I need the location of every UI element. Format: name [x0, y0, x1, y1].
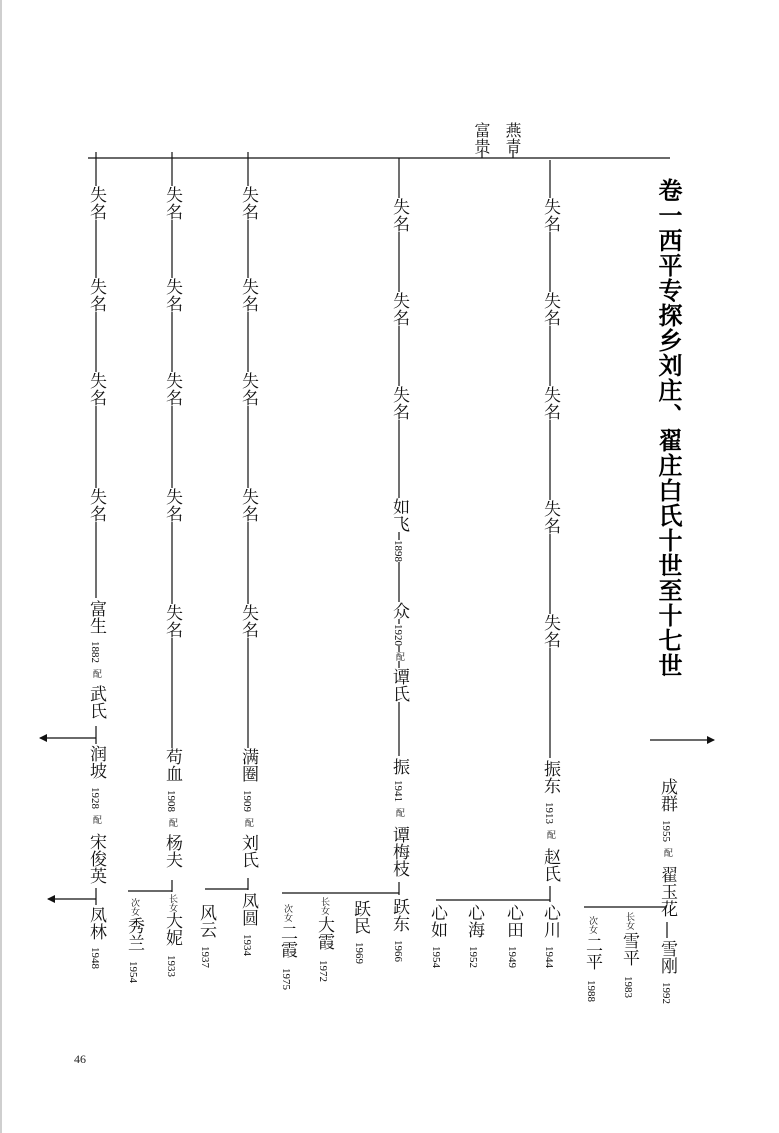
lost-name-label: 失名 [238, 278, 258, 312]
person-name: 跃东 [389, 898, 409, 932]
lost-name-label: 失名 [540, 386, 560, 420]
person-name: 如飞 [389, 498, 409, 532]
birth-year: 1933 [165, 955, 177, 977]
lost-name-label: 失名 [86, 488, 106, 522]
name-yanqing: 燕青 [503, 122, 522, 154]
child-rank-tag: 次女 [129, 898, 139, 916]
spouse-name: 杨夫 [162, 834, 182, 868]
birth-year: 1955 [660, 820, 672, 842]
spouse-name: 宋俊英 [86, 833, 106, 884]
lost-name-label: 失名 [162, 186, 182, 220]
lost-name-label: 失名 [540, 500, 560, 534]
person-name: 二霞 [277, 924, 297, 958]
birth-year: 1934 [241, 934, 253, 956]
spouse-marker: 配 [91, 815, 101, 824]
child-rank-tag: 长女 [319, 897, 329, 915]
lost-name-label: 失名 [389, 292, 409, 326]
birth-year: 1988 [585, 980, 597, 1002]
birth-year: 1975 [280, 968, 292, 990]
child-rank-tag: 长女 [167, 894, 177, 912]
lost-name-label: 失名 [540, 292, 560, 326]
person-name: 凤圆 [238, 892, 258, 926]
person-name: 心海 [464, 904, 484, 938]
spouse-name: 刘氏 [238, 834, 258, 868]
lost-name-label: 失名 [389, 386, 409, 420]
spouse-name: 翟玉花 [657, 866, 677, 917]
birth-year: 1920 [392, 624, 404, 646]
name-fugui: 富贵 [472, 122, 491, 154]
person-name: 满圈 [238, 748, 258, 782]
birth-year: 1882 [89, 641, 101, 663]
person-name: 大妮 [162, 912, 182, 946]
birth-year: 1992 [660, 982, 672, 1004]
lost-name-label: 失名 [162, 278, 182, 312]
person-name: 心川 [540, 904, 560, 938]
spouse-marker: 配 [91, 669, 101, 678]
child-rank-tag: 次女 [587, 916, 597, 934]
birth-year: 1928 [89, 787, 101, 809]
lost-name-label: 失名 [162, 372, 182, 406]
person-name: 富生 [86, 600, 106, 634]
lost-name-label: 失名 [540, 198, 560, 232]
person-name: 大霞 [314, 916, 334, 950]
birth-year: 1937 [199, 946, 211, 968]
person-name: 跃民 [350, 900, 370, 934]
lost-name-label: 失名 [86, 186, 106, 220]
spouse-marker: 配 [662, 848, 672, 857]
person-name: 众 [389, 602, 409, 619]
birth-year: 1948 [89, 947, 101, 969]
spouse-marker: 配 [394, 652, 404, 661]
birth-year: 1969 [353, 942, 365, 964]
lost-name-label: 失名 [238, 488, 258, 522]
spouse-marker: 配 [545, 830, 555, 839]
spouse-name: 赵氏 [540, 848, 560, 882]
birth-year: 1966 [392, 940, 404, 962]
person-name: 风云 [196, 904, 216, 938]
person-name: 心如 [427, 904, 447, 938]
spouse-name: 谭梅枝 [389, 826, 409, 877]
birth-year: 1898 [392, 540, 404, 562]
lost-name-label: 失名 [86, 372, 106, 406]
lost-name-label: 失名 [540, 614, 560, 648]
spouse-marker: 配 [243, 818, 253, 827]
person-name: 雪平 [619, 932, 639, 966]
birth-year: 1983 [622, 976, 634, 998]
birth-year: 1908 [165, 790, 177, 812]
spouse-marker: 配 [394, 808, 404, 817]
person-name: 心田 [503, 904, 523, 938]
page-title: 卷一西平专探乡刘庄、翟庄白氏十世至十七世 [654, 178, 682, 678]
birth-year: 1944 [543, 946, 555, 968]
person-name: 润坡 [86, 745, 106, 779]
birth-year: 1972 [317, 960, 329, 982]
birth-year: 1913 [543, 802, 555, 824]
birth-year: 1949 [506, 946, 518, 968]
lost-name-label: 失名 [238, 186, 258, 220]
birth-year: 1909 [241, 790, 253, 812]
person-name: 成群 [657, 778, 677, 812]
lost-name-label: 失名 [162, 604, 182, 638]
person-name: 秀兰 [124, 917, 144, 951]
child-rank-tag: 长女 [624, 912, 634, 930]
person-name: 二平 [582, 936, 602, 970]
spouse-name: 武氏 [86, 685, 106, 719]
person-name: 苟血 [162, 748, 182, 782]
spouse-marker: 配 [167, 818, 177, 827]
person-name: 凤林 [86, 906, 106, 940]
lost-name-label: 失名 [162, 488, 182, 522]
child-rank-tag: 次女 [282, 904, 292, 922]
birth-year: 1941 [392, 780, 404, 802]
lost-name-label: 失名 [389, 198, 409, 232]
page-number: 46 [74, 1052, 86, 1066]
spouse-name: 谭氏 [389, 668, 409, 702]
person-name: 振东 [540, 760, 560, 794]
lost-name-label: 失名 [86, 278, 106, 312]
lost-name-label: 失名 [238, 604, 258, 638]
birth-year: 1954 [430, 946, 442, 968]
birth-year: 1952 [467, 946, 479, 968]
person-name: 振 [389, 758, 409, 775]
birth-year: 1954 [127, 961, 139, 983]
lost-name-label: 失名 [238, 372, 258, 406]
person-name: 雪刚 [657, 940, 677, 974]
